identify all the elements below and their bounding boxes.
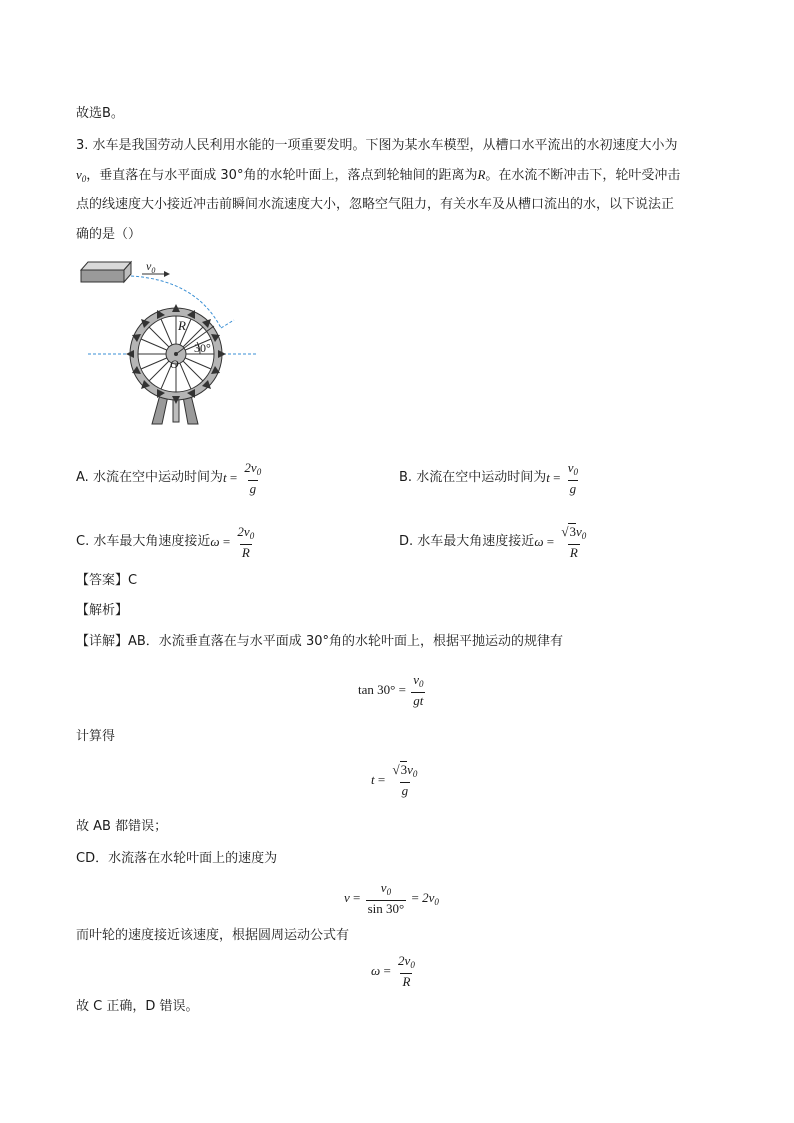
question-line-1-text: 水车是我国劳动人民利用水能的一项重要发明。下图为某水车模型，从槽口水平流出的水初速度大小为 [92,138,678,153]
option-a: A. 水流在空中运动时间为 t = $\frac{2v_0}{g}$ [76,460,262,496]
question-line-2-text: ，垂直落在与水平面成 30°角的水轮叶面上，落点到轮轴间的距离为 [86,168,478,183]
option-a-prefix: A. [76,470,89,485]
v0-symbol: $v_0$ [76,167,87,184]
option-d-prefix: D. [399,534,414,549]
blade-line: 而叶轮的速度接近该速度，根据圆周运动公式有 [76,928,350,943]
option-c-prefix: C. [76,534,90,549]
water-wheel-figure [76,258,266,430]
option-d: D. 水车最大角速度接近 ω = $\frac{√3v_0}{R}$ [399,524,587,560]
equation-2: t = $\frac{√3v_0}{g}$ [371,762,418,798]
wheel [126,304,226,404]
question-line-2-tail: 。在水流不断冲击下，轮叶受冲击 [485,168,681,183]
compute-line: 计算得 [76,729,116,744]
question-line-3: 点的线速度大小接近冲击前瞬间水流速度大小，忽略空气阻力，有关水车及从槽口流出的水，以下说法正 [76,197,675,212]
question-line-2 [76,166,680,188]
equation-3-rhs: $2v_0$ [422,889,439,907]
option-d-text: 水车最大角速度接近 [417,534,535,549]
cd-line: CD．水流落在水轮叶面上的速度为 [76,851,278,866]
angle-label: 30° [194,341,211,355]
option-d-fraction: $\frac{√3v_0}{R}$ [561,524,587,560]
option-b-lhs: t [546,470,550,485]
option-c-lhs: ω [210,534,220,549]
option-c: C. 水车最大角速度接近 ω = $\frac{2v_0}{R}$ [76,524,255,560]
option-c-fraction: $\frac{2v_0}{R}$ [237,524,255,560]
option-a-text: 水流在空中运动时间为 [92,470,223,485]
conclusion-line: 故 C 正确，D 错误。 [76,999,199,1014]
r-symbol: R [477,167,486,182]
o-label: O [170,357,179,371]
lead-text: 故选B。 [76,106,124,121]
option-b: B. 水流在空中运动时间为 t = $\frac{v_0}{g}$ [399,460,578,496]
option-a-lhs: t [222,470,227,485]
question-line-1 [76,137,678,155]
option-b-fraction: $\frac{v_0}{g}$ [567,460,578,496]
r-label: R [178,318,186,333]
question-number: 3. [76,138,89,153]
equation-3-lhs: v [344,890,350,905]
option-b-prefix: B. [399,470,413,485]
equation-1-fraction: $\frac{v_0}{gt}$ [413,672,424,708]
equation-4: ω = $\frac{2v_0}{R}$ [371,953,415,989]
option-d-lhs: ω [534,534,544,549]
v0-label: $v_0$ [146,259,156,275]
equation-2-lhs: t [371,772,375,787]
option-a-fraction: $\frac{2v_0}{g}$ [244,460,262,496]
ab-wrong-line: 故 AB 都错误； [76,819,168,834]
equation-1: tan 30° = $\frac{v_0}{gt}$ [358,672,424,708]
trough [81,262,131,282]
equation-3: v = $\frac{v_0}{\sin 30^\circ}$ = $2v_0$ [344,880,439,916]
equation-4-fraction: $\frac{2v_0}{R}$ [398,953,415,989]
analysis-title: 【解析】 [76,603,129,618]
answer-line: 【答案】C [76,573,138,588]
question-line-4: 确的是（） [76,227,142,242]
detail-line: 【详解】AB．水流垂直落在与水平面成 30°角的水轮叶面上，根据平抛运动的规律有 [76,634,563,649]
option-b-text: 水流在空中运动时间为 [416,470,547,485]
equation-1-lhs: tan 30° [358,682,396,697]
equation-4-lhs: ω [371,963,381,978]
equation-3-fraction: $\frac{v_0}{\sin 30^\circ}$ [367,880,405,916]
option-c-text: 水车最大角速度接近 [93,534,211,549]
equation-2-fraction: $\frac{√3v_0}{g}$ [392,762,418,798]
